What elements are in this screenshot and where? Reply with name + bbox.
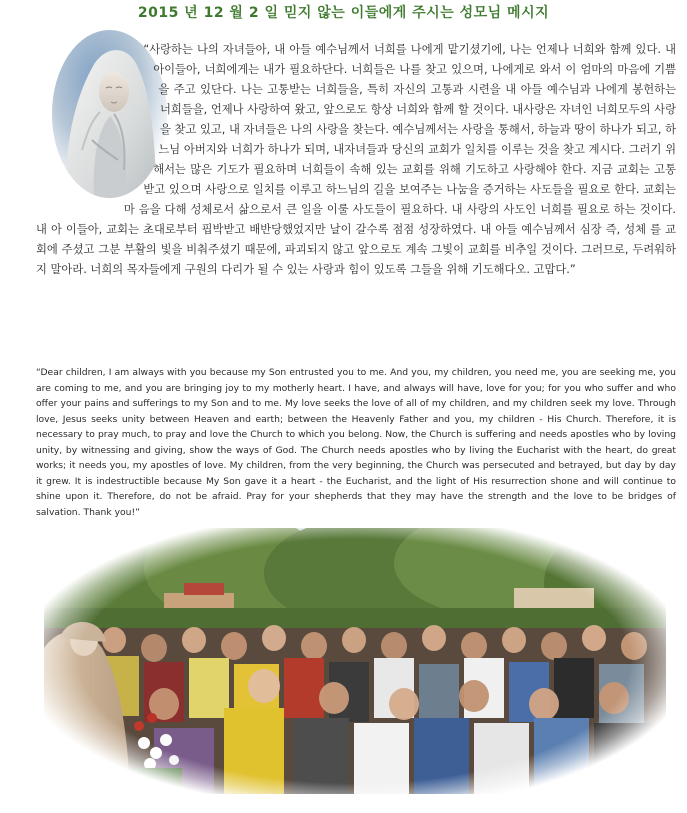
message-title: 2015 년 12 월 2 일 믿지 않는 이들에게 주시는 성모님 메시지 <box>137 5 550 21</box>
english-message-block <box>36 365 676 520</box>
english-message-text: “Dear children, I am always with you because my Son entrusted you to me. And you, my children, you need me, you are seeking me, you are coming to me, and you are bringing joy to my motherly heart. I have, and always will have, love for you; for you who suffer and who offer your pains and sufferings to my Son and to me. My love seeks the love of all of my children, and my children seek my love. Through love, Jesus seeks unity between Heaven and earth; between the Heavenly Father and you, my children - His Church. Therefore, it is necessary to pray much, to pray and love the Church to which you belong. Now, the Church is suffering and needs apostles who by loving unity, by witnessing and giving, show the ways of God. The Church needs apostles who by living the Eucharist with the heart, do great works; it needs you, my apostles of love. My children, from the very beginning, the Church was persecuted and betrayed, but day by day it grew. It is indestructible because My Son gave it a heart - the Eucharist, and the light of His resurrection shone and will continue to shine upon it. Therefore, do not be afraid. Pray for your shepherds that they may have the strength and the love to be bridges of salvation. Thank you!” <box>36 367 676 518</box>
crowd-photo <box>44 528 666 794</box>
korean-message-block <box>36 40 676 280</box>
korean-message-text: “사랑하는 나의 자녀들아, 내 아들 예수님께서 너희를 나에게 맡기셨기에, 나는 언제나 너희와 함께 있다. 내아이들아, 너희에게는 내가 필요하단다. 너희들은 나를 찾고 있으며, 나에게로 와서 이 엄마의 마음에 기쁨을 주고 있단다. 나는 고통받는 너희들을, 특히 자신의 고통과 시련을 내 아들 예수님과 나에게 봉헌하는 너희들을, 언제나 사랑하여 왔고, 앞으로도 항상 너희와 함께 할 것이다. 내사랑은 자녀인 너희모두의 사랑을 찾고 있고, 내 자녀들은 나의 사랑을 찾는다. 예수님께서는 사랑을 통해서, 하늘과 땅이 하나가 되고, 하느님 아버지와 너희가 하나가 되며, 내자녀들과 당신의 교회가 일치를 이루는 것을 찾고 계시다. 그러기 위해서는 많은 기도가 필요하며 너희들이 속해 있는 교회를 위해 기도하고 사랑해야 한다. 지금 교회는 고통받고 있으며 사랑으로 일치를 이루고 하느님의 길을 보여주는 나눔을 증거하는 사도들을 필요로 한다. 교회는 마 음을 다해 성체로서 삶으로서 큰 일을 이룰 사도들이 필요하다. 내 사랑의 사도인 너희를 필요로 하는 것이다. 내 아 이들아, 교회는 초대로부터 핍박받고 배반당했었지만 날이 갈수록 점점 성장하였다. 내 아들 예수님께서 심장 즉, 성체 를 교회에 주셨고 그분 부활의 빛을 비춰주셨기 때문에, 파괴되지 않고 앞으로도 계속 그빛이 교회를 비추일 것이다. 그러므로, 두려워하지 말아라. 너희의 목자들에게 구원의 다리가 될 수 있는 사랑과 힘이 있도록 그들을 위해 기도해다오. 고맙다.” <box>36 43 676 276</box>
